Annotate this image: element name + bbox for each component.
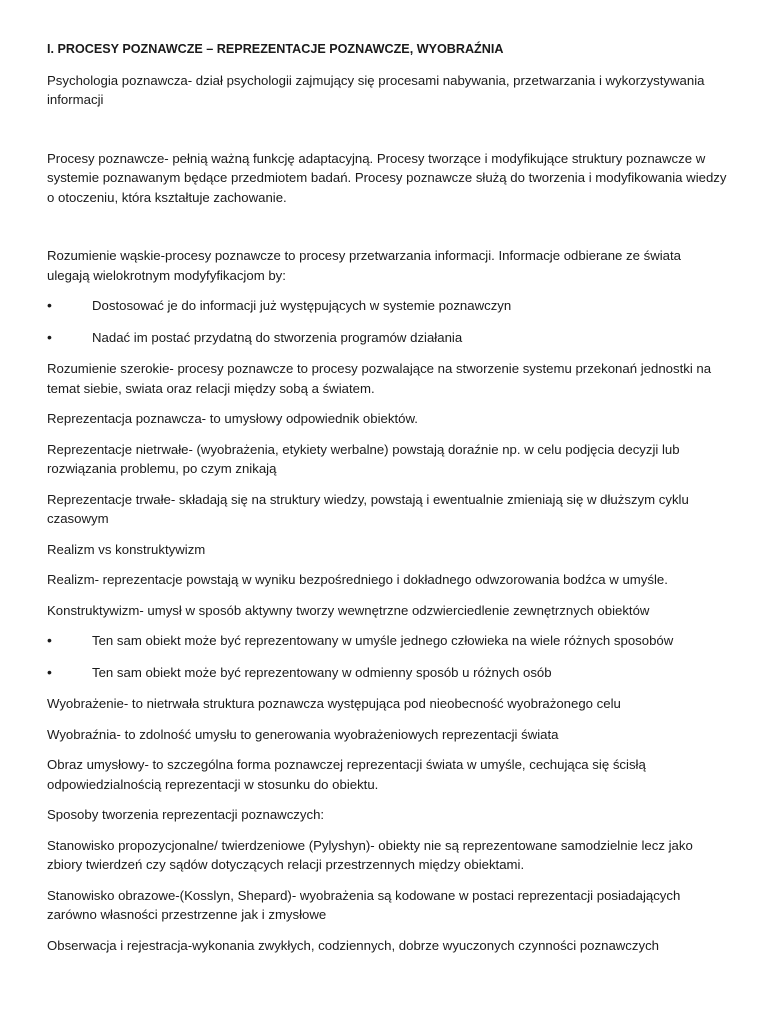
paragraph-obserwacja-i-rejestracja: Obserwacja i rejestracja-wykonania zwykłych, codziennych, dobrze wyuczonych czynności poznawczych	[47, 937, 660, 953]
list-item-text: Dostosować je do informacji już występujących w systemie poznawczyn	[92, 298, 512, 313]
paragraph-wyobrazenie: Wyobrażenie- to nietrwała struktura poznawcza występująca pod nieobecność wyobrażonego celu	[47, 696, 621, 711]
list-item	[47, 631, 727, 651]
paragraph-reprezentacja-poznawcza: Reprezentacja poznawcza- to umysłowy odpowiednik obiektów.	[47, 411, 418, 426]
document-title: I. PROCESY POZNAWCZE – REPREZENTACJE POZNAWCZE, WYOBRAŹNIA	[47, 42, 504, 56]
document-page	[47, 40, 727, 966]
bullet-icon: •	[47, 632, 52, 648]
list-item-text: Ten sam obiekt może być reprezentowany w umyśle jednego człowieka na wiele różnych sposobów	[92, 633, 674, 648]
paragraph-konstruktywizm: Konstruktywizm- umysł w sposób aktywny tworzy wewnętrzne odzwierciedlenie zewnętrznych obiektów	[47, 602, 650, 618]
paragraph-procesy-poznawcze: Procesy poznawcze- pełnią ważną funkcję adaptacyjną. Procesy tworzące i modyfikujące struktury poznawcze w systemie poznawanym będące przedmiotem badań. Procesy poznawcze służą do tworzenia i modyfikowania wiedzy o otoczeniu, która kształtuje zachowanie.	[47, 150, 727, 205]
paragraph-stanowisko-propozycjonalne: Stanowisko propozycjonalne/ twierdzeniowe (Pylyshyn)- obiekty nie są reprezentowane samodzielnie lecz jako zbiory twierdzeń czy sądów dotyczących relacji przestrzennych między obiektami.	[47, 837, 693, 872]
paragraph-reprezentacje-trwale: Reprezentacje trwałe- składają się na struktury wiedzy, powstają i ewentualnie zmieniają się w dłuższym cyklu czasowym	[47, 491, 689, 526]
list-item-text: Ten sam obiekt może być reprezentowany w odmienny sposób u różnych osób	[92, 664, 552, 680]
paragraph-stanowisko-obrazowe: Stanowisko obrazowe-(Kosslyn, Shepard)- wyobrażenia są kodowane w postaci reprezentacji posiadających zarówno własności przestrzenne jak i zmysłowe	[47, 887, 681, 922]
paragraph-sposoby-tworzenia: Sposoby tworzenia reprezentacji poznawczych:	[47, 807, 325, 822]
list-item	[47, 296, 727, 316]
paragraph-realizm: Realizm- reprezentacje powstają w wyniku bezpośredniego i dokładnego odwzorowania bodźca w umyśle.	[47, 572, 668, 587]
paragraph-obraz-umyslowy: Obraz umysłowy- to szczególna forma poznawczej reprezentacji świata w umyśle, cechująca się ścisłą odpowiedzialnością reprezentacji w stosunku do obiektu.	[47, 757, 646, 792]
paragraph-realizm-vs-konstruktywizm: Realizm vs konstruktywizm	[47, 541, 206, 557]
paragraph-psychologia-poznawcza: Psychologia poznawcza- dział psychologii zajmujący się procesami nabywania, przetwarzania i wykorzystywania informacji	[47, 72, 705, 107]
bullet-icon: •	[47, 328, 52, 345]
bullet-icon: •	[47, 663, 52, 680]
paragraph-reprezentacje-nietrwale: Reprezentacje nietrwałe- (wyobrażenia, etykiety werbalne) powstają doraźnie np. w celu podjęcia decyzji lub rozwiązania problemu, po czym znikają	[47, 441, 680, 476]
list-item	[47, 328, 727, 348]
paragraph-rozumienie-szerokie: Rozumienie szerokie- procesy poznawcze to procesy pozwalające na stworzenie systemu przekonań jednostki na temat siebie, swiata oraz relacji między sobą a światem.	[47, 361, 712, 396]
paragraph-wyobraznia: Wyobraźnia- to zdolność umysłu to generowania wyobrażeniowych reprezentacji świata	[47, 726, 559, 742]
bullet-icon: •	[47, 297, 52, 313]
list-item	[47, 663, 727, 683]
paragraph-rozumienie-waskie: Rozumienie wąskie-procesy poznawcze to procesy przetwarzania informacji. Informacje odbierane ze świata ulegają wielokrotnym modyfyfikacjom by:	[47, 248, 682, 283]
list-item-text: Nadać im postać przydatną do stworzenia programów działania	[92, 329, 463, 345]
